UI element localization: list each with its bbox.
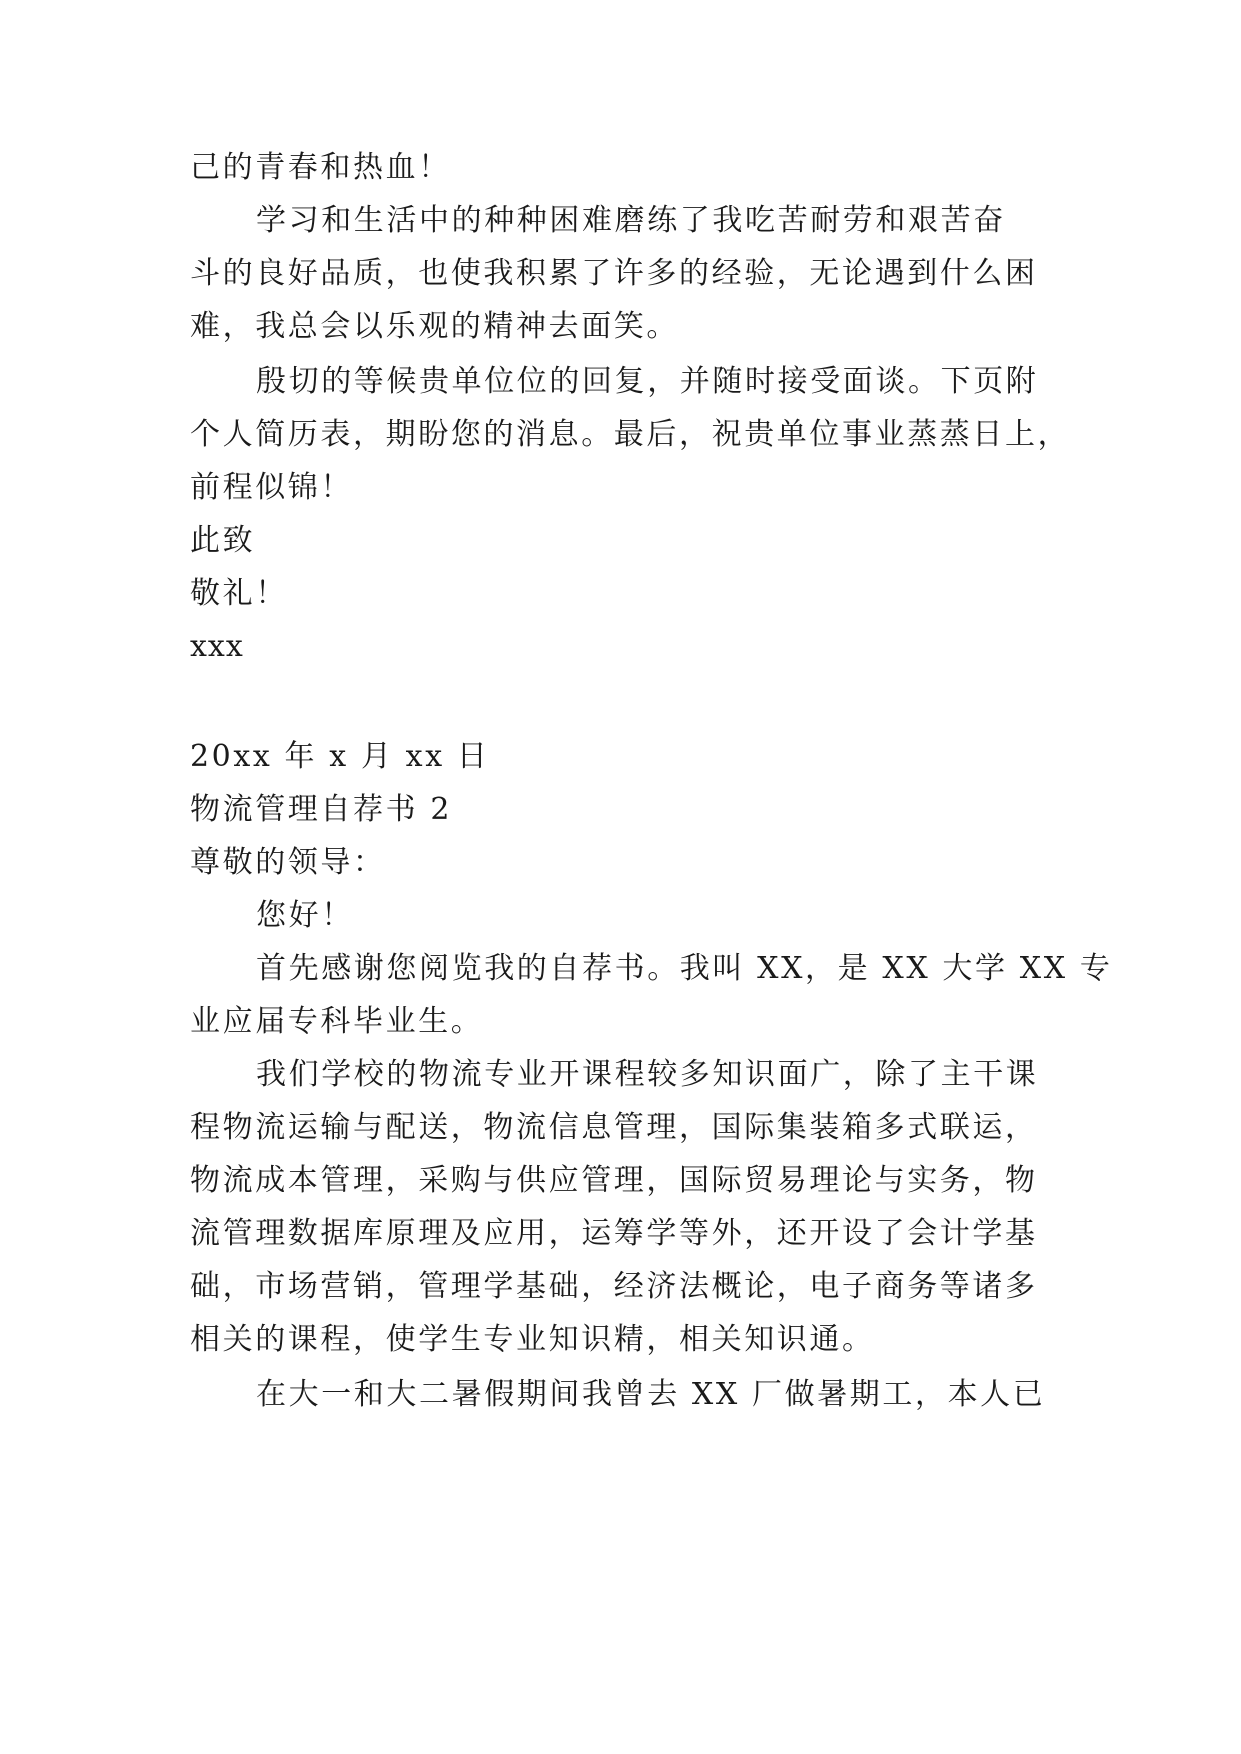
text-line: 己的青春和热血！	[190, 150, 451, 185]
paragraph-start: 学习和生活中的种种困难磨练了我吃苦耐劳和艰苦奋	[256, 203, 1006, 238]
paragraph-start: 首先感谢您阅览我的自荐书。我叫 XX，是 XX 大学 XX 专	[256, 951, 1113, 986]
text-line: 流管理数据库原理及应用，运筹学等外，还开设了会计学基	[190, 1216, 1038, 1251]
text-line: 程物流运输与配送，物流信息管理，国际集装箱多式联运，	[190, 1110, 1038, 1145]
section-title: 物流管理自荐书 2	[190, 792, 453, 827]
closing-salutation: 此致	[190, 523, 256, 558]
paragraph-start: 您好！	[256, 898, 354, 933]
letter-date: 20xx 年 x 月 xx 日	[190, 739, 490, 774]
text-line: 斗的良好品质，也使我积累了许多的经验，无论遇到什么困	[190, 256, 1038, 291]
closing-regards: 敬礼！	[190, 576, 288, 611]
paragraph-start: 我们学校的物流专业开课程较多知识面广，除了主干课	[256, 1057, 1039, 1092]
text-line: 前程似锦！	[190, 470, 353, 505]
text-line: 业应届专科毕业生。	[190, 1004, 484, 1039]
text-line: 难，我总会以乐观的精神去面笑。	[190, 309, 679, 344]
signature-name: xxx	[190, 629, 244, 664]
letter-greeting: 尊敬的领导：	[190, 845, 386, 880]
text-line: 础，市场营销，管理学基础，经济法概论，电子商务等诸多	[190, 1269, 1038, 1304]
paragraph-start: 在大一和大二暑假期间我曾去 XX 厂做暑期工，本人已	[256, 1377, 1046, 1412]
text-line: 个人简历表，期盼您的消息。最后，祝贵单位事业蒸蒸日上，	[190, 417, 1071, 452]
paragraph-start: 殷切的等候贵单位位的回复，并随时接受面谈。下页附	[256, 364, 1039, 399]
text-line: 相关的课程，使学生专业知识精，相关知识通。	[190, 1322, 875, 1357]
text-line: 物流成本管理，采购与供应管理，国际贸易理论与实务，物	[190, 1163, 1038, 1198]
